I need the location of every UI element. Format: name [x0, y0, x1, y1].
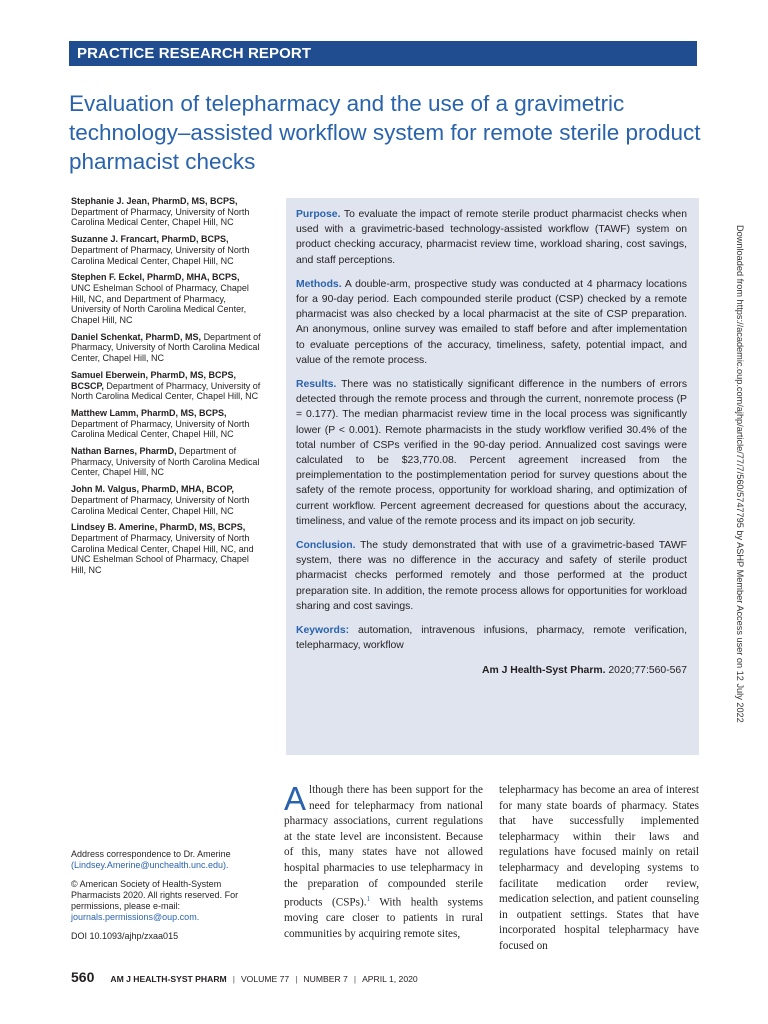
reference-superscript[interactable]: 1	[366, 895, 371, 904]
author-entry	[71, 234, 261, 266]
author-affiliation: UNC Eshelman School of Pharmacy, Chapel Hill, NC, and Department of Pharmacy, University of North Carolina Medical Center, Chapel Hill, NC	[71, 282, 249, 326]
author-affiliation: Department of Pharmacy, University of North Carolina Medical Center, Chapel Hill, NC, and UNC Eshelman School of Pharmacy, Chapel Hill, NC	[71, 532, 254, 576]
citation-journal: Am J Health-Syst Pharm.	[481, 665, 606, 677]
abstract-methods-heading: Methods.	[296, 278, 342, 290]
footer-separator: |	[295, 974, 298, 984]
section-label: PRACTICE RESEARCH REPORT	[77, 45, 312, 62]
author-name: Suzanne J. Francart, PharmD, BCPS,	[71, 234, 229, 245]
body-column-1	[284, 780, 483, 943]
footer-date: APRIL 1, 2020	[362, 974, 418, 984]
citation-reference: 2020;77:560-567	[608, 665, 687, 677]
body-text: With health systems moving care closer to patients in rural communities by acquiring remote sites,	[284, 896, 483, 941]
abstract-results-heading: Results.	[296, 379, 337, 391]
author-affiliation: Department of Pharmacy, University of North Carolina Medical Center, Chapel Hill, NC	[71, 244, 250, 266]
copyright-text: © American Society of Health-System Pharmacists 2020. All rights reserved. For permissions, please e-mail:	[71, 879, 239, 911]
abstract-conclusion-heading: Conclusion.	[296, 540, 356, 552]
abstract-results-text: There was no statistically significant difference in the numbers of errors detected through the remote process and through the current, nonremote process (P = 0.177). The median pharmacist review time in the local process was significantly lower (P < 0.001). Remote pharmacists in the study workflow verified 30.4% of the total number of CSPs verified in the 90-day period. Annualized cost savings were calculated to be $23,770.08. Percent agreement increased from the preimplementation to the postimplementation period for survey questions about the safety of the remote process, opportunity for workload sharing, and optimization of current workflow. Percent agreement decreased for questions about the accuracy, timeliness, and value of the remote process and its impact on job security.	[296, 379, 688, 527]
footnotes	[71, 849, 271, 950]
drop-cap: A	[284, 780, 307, 817]
author-entry	[71, 446, 261, 478]
footer-separator: |	[353, 974, 357, 984]
author-name: Nathan Barnes, PharmD,	[71, 446, 177, 457]
author-name: Matthew Lamm, PharmD, MS, BCPS,	[71, 407, 227, 418]
author-list	[71, 196, 261, 582]
abstract-conclusion	[296, 538, 687, 614]
copyright-note	[71, 879, 271, 923]
abstract-purpose-text: To evaluate the impact of remote sterile product pharmacist checks when used with a gravimetric-based technology-assisted workflow (TAWF) system on product checking accuracy, pharmacist review time, workload sharing, cost savings, and staff perceptions.	[296, 209, 687, 266]
abstract-conclusion-text: The study demonstrated that with use of a gravimetric-based TAWF system, there was no difference in the accuracy and safety of sterile product pharmacist checks performed remotely and those performed at the product preparation site. In addition, the remote process allows for opportunities for workload sharing and cost savings.	[296, 540, 687, 612]
author-affiliation: Department of Pharmacy, University of North Carolina Medical Center, Chapel Hill, NC	[71, 331, 261, 364]
author-name: John M. Valgus, PharmD, MHA, BCOP,	[71, 484, 234, 495]
author-entry	[71, 272, 261, 326]
download-note	[727, 225, 745, 785]
page-footer	[71, 969, 701, 989]
doi-note	[71, 931, 271, 942]
author-name: Lindsey B. Amerine, PharmD, MS, BCPS,	[71, 522, 246, 533]
author-entry	[71, 408, 261, 440]
body-column-2	[499, 783, 699, 955]
section-header-bar	[69, 41, 697, 66]
body-text: telepharmacy has become an area of interest for many state boards of pharmacy. States that have successfully implemented telepharmacy within their laws and regulations have focused mainly on retail telepharmacy and developing systems to facilitate medication order review, medication selection, and patient counseling in outpatient settings. States that have incorporated hospital telepharmacy have focused on	[499, 784, 699, 952]
doi-text[interactable]: DOI 10.1093/ajhp/zxaa015	[71, 931, 179, 941]
download-note-text: Downloaded from https://academic.oup.com/ajhp/article/77/7/560/5747795 by ASHP Member Access user on 12 July 2022	[735, 225, 745, 723]
abstract-citation	[296, 665, 687, 676]
abstract-box	[286, 198, 699, 755]
author-affiliation: Department of Pharmacy, University of North Carolina Medical Center, Chapel Hill, NC	[71, 494, 250, 516]
author-entry	[71, 196, 261, 228]
author-name: Stephen F. Eckel, PharmD, MHA, BCPS,	[71, 272, 240, 283]
author-affiliation: Department of Pharmacy, University of North Carolina Medical Center, Chapel Hill, NC	[71, 446, 260, 478]
abstract-keywords	[296, 623, 687, 653]
correspondence-text: Address correspondence to Dr. Amerine	[71, 849, 231, 859]
abstract-keywords-text: automation, intravenous infusions, pharmacy, remote verification, telepharmacy, workflow	[296, 625, 687, 652]
author-affiliation: Department of Pharmacy, University of North Carolina Medical Center, Chapel Hill, NC	[71, 206, 250, 228]
footer-number: NUMBER 7	[303, 974, 348, 984]
abstract-methods	[296, 277, 687, 368]
author-name: Daniel Schenkat, PharmD, MS,	[71, 331, 202, 342]
abstract-methods-text: A double-arm, prospective study was conducted at 4 pharmacy locations for a 90-day period. Each compounded sterile product (CSP) checked by a remote pharmacist was also checked by a local pharmacist at the site of CSP preparation. An anonymous, online survey was emailed to staff before and after implementation to evaluate perceptions of the accuracy, timeliness, safety, potential impact, and value of the remote process.	[296, 278, 687, 366]
author-name: Samuel Eberwein, PharmD, MS, BCPS, BCSCP,	[71, 369, 237, 391]
abstract-results	[296, 377, 687, 529]
author-entry	[71, 332, 261, 364]
abstract-purpose-heading: Purpose.	[296, 209, 341, 220]
page-number: 560	[71, 969, 95, 985]
permissions-email-link[interactable]: journals.permissions@oup.com.	[71, 912, 200, 922]
footer-journal: AM J HEALTH-SYST PHARM	[110, 974, 227, 984]
author-affiliation: Department of Pharmacy, University of North Carolina Medical Center, Chapel Hill, NC	[71, 380, 261, 402]
article-title: Evaluation of telepharmacy and the use of a gravimetric technology–assisted workflow system for remote sterile product pharmacist checks	[69, 91, 701, 174]
author-affiliation: Department of Pharmacy, University of North Carolina Medical Center, Chapel Hill, NC	[71, 418, 250, 440]
correspondence-email-link[interactable]: (Lindsey.Amerine@unchealth.unc.edu).	[71, 860, 229, 870]
author-name: Stephanie J. Jean, PharmD, MS, BCPS,	[71, 196, 238, 206]
abstract-purpose	[296, 207, 687, 268]
author-entry	[71, 522, 261, 576]
body-text: lthough there has been support for the need for telepharmacy from national pharmacy associations, current regulations at the state level are inconsistent. Because of this, many states have not allowed hospital pharmacies to use telepharmacy in the preparation of compounded sterile products (CSPs).	[284, 784, 483, 909]
footer-volume: VOLUME 77	[240, 974, 290, 984]
correspondence-note	[71, 849, 271, 871]
abstract-keywords-heading: Keywords:	[296, 625, 350, 637]
author-entry	[71, 370, 261, 402]
footer-separator: |	[232, 974, 235, 984]
author-entry	[71, 484, 261, 516]
